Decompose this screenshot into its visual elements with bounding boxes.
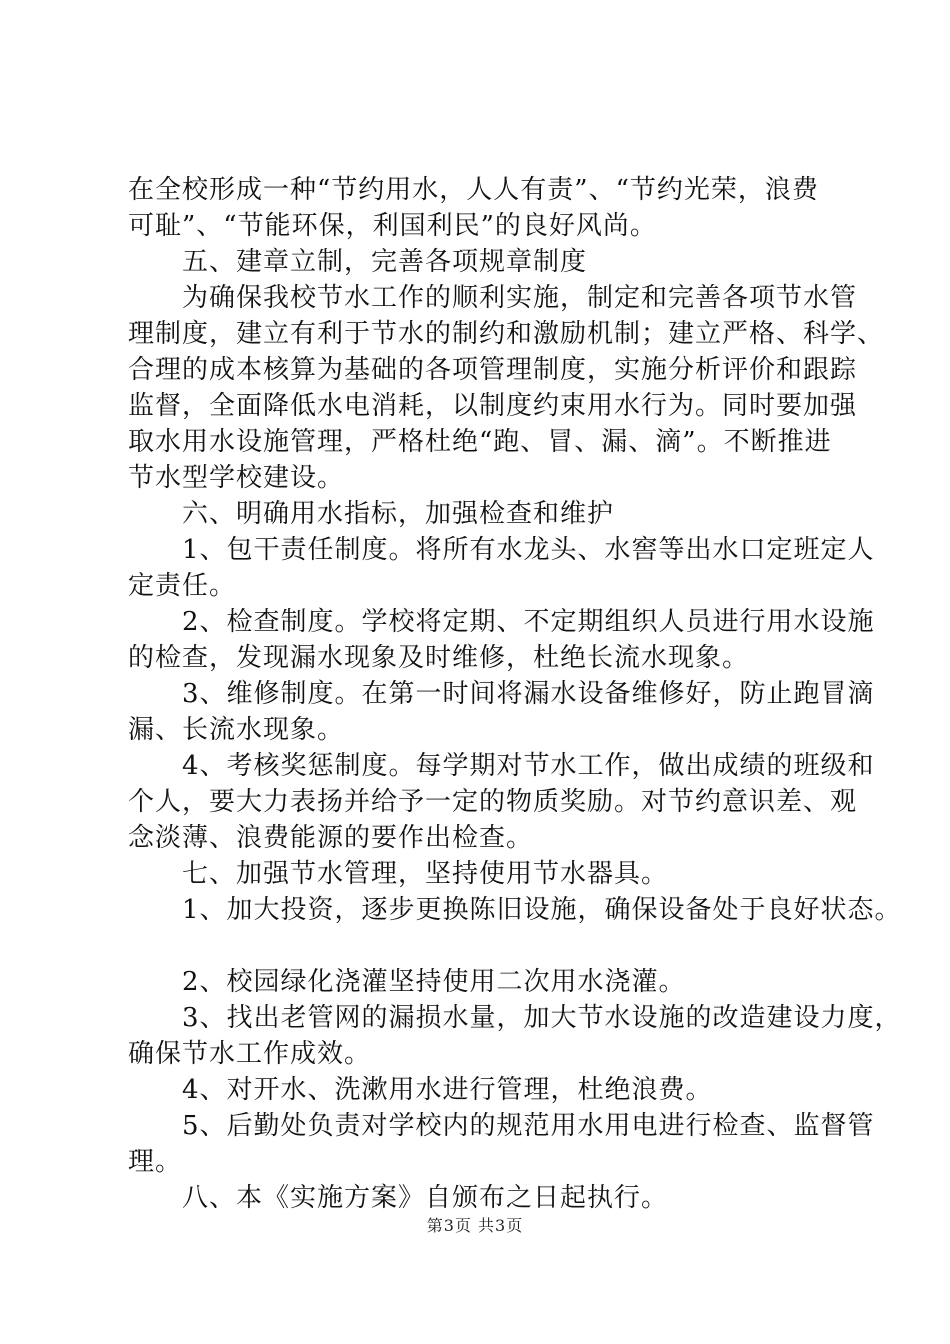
text-line: 2、校园绿化浇灌坚持使用二次用水浇灌。 (182, 967, 686, 997)
text-line: 念淡薄、浪费能源的要作出检查。 (128, 823, 534, 853)
text-line: 个人，要大力表扬并给予一定的物质奖励。对节约意识差、观 (128, 787, 858, 817)
text-line: 可耻”、“节能环保，利国利民”的良好风尚。 (128, 211, 657, 241)
blank-line (128, 928, 858, 964)
text-line: 定责任。 (128, 571, 237, 601)
text-line: 5、后勤处负责对学校内的规范用水用电进行检查、监督管 (182, 1111, 875, 1141)
text-line: 1、加大投资，逐步更换陈旧设施，确保设备处于良好状态。 (182, 895, 902, 925)
text-line: 理。 (128, 1147, 183, 1177)
text-line: 节水型学校建设。 (128, 463, 345, 493)
text-line: 理制度，建立有利于节水的制约和激励机制；建立严格、科学、 (128, 319, 885, 349)
text-line: 为确保我校节水工作的顺利实施，制定和完善各项节水管 (182, 283, 858, 313)
text-line: 取水用水设施管理，严格杜绝“跑、冒、漏、滴”。不断推进 (128, 427, 832, 457)
text-line: 3、维修制度。在第一时间将漏水设备维修好，防止跑冒滴 (182, 679, 875, 709)
text-line: 六、明确用水指标，加强检查和维护 (182, 499, 615, 529)
text-line: 五、建章立制，完善各项规章制度 (182, 247, 588, 277)
text-line: 2、检查制度。学校将定期、不定期组织人员进行用水设施 (182, 607, 875, 637)
text-line: 八、本《实施方案》自颁布之日起执行。 (182, 1183, 669, 1213)
text-line: 4、考核奖惩制度。每学期对节水工作，做出成绩的班级和 (182, 751, 875, 781)
page-number-footer: 第3页 共3页 (426, 1216, 524, 1235)
text-line: 的检查，发现漏水现象及时维修，杜绝长流水现象。 (128, 643, 750, 673)
text-line: 确保节水工作成效。 (128, 1039, 372, 1069)
text-line: 3、找出老管网的漏损水量，加大节水设施的改造建设力度， (182, 1003, 902, 1033)
text-line: 漏、长流水现象。 (128, 715, 345, 745)
text-line: 七、加强节水管理，坚持使用节水器具。 (182, 859, 669, 889)
text-line: 合理的成本核算为基础的各项管理制度，实施分析评价和跟踪 (128, 355, 858, 385)
text-line: 监督，全面降低水电消耗，以制度约束用水行为。同时要加强 (128, 391, 858, 421)
document-body (128, 172, 902, 1216)
text-line: 在全校形成一种“节约用水，人人有责”、“节约光荣，浪费 (128, 175, 819, 205)
text-line: 4、对开水、洗漱用水进行管理，杜绝浪费。 (182, 1075, 713, 1105)
text-line: 1、包干责任制度。将所有水龙头、水窖等出水口定班定人 (182, 535, 875, 565)
